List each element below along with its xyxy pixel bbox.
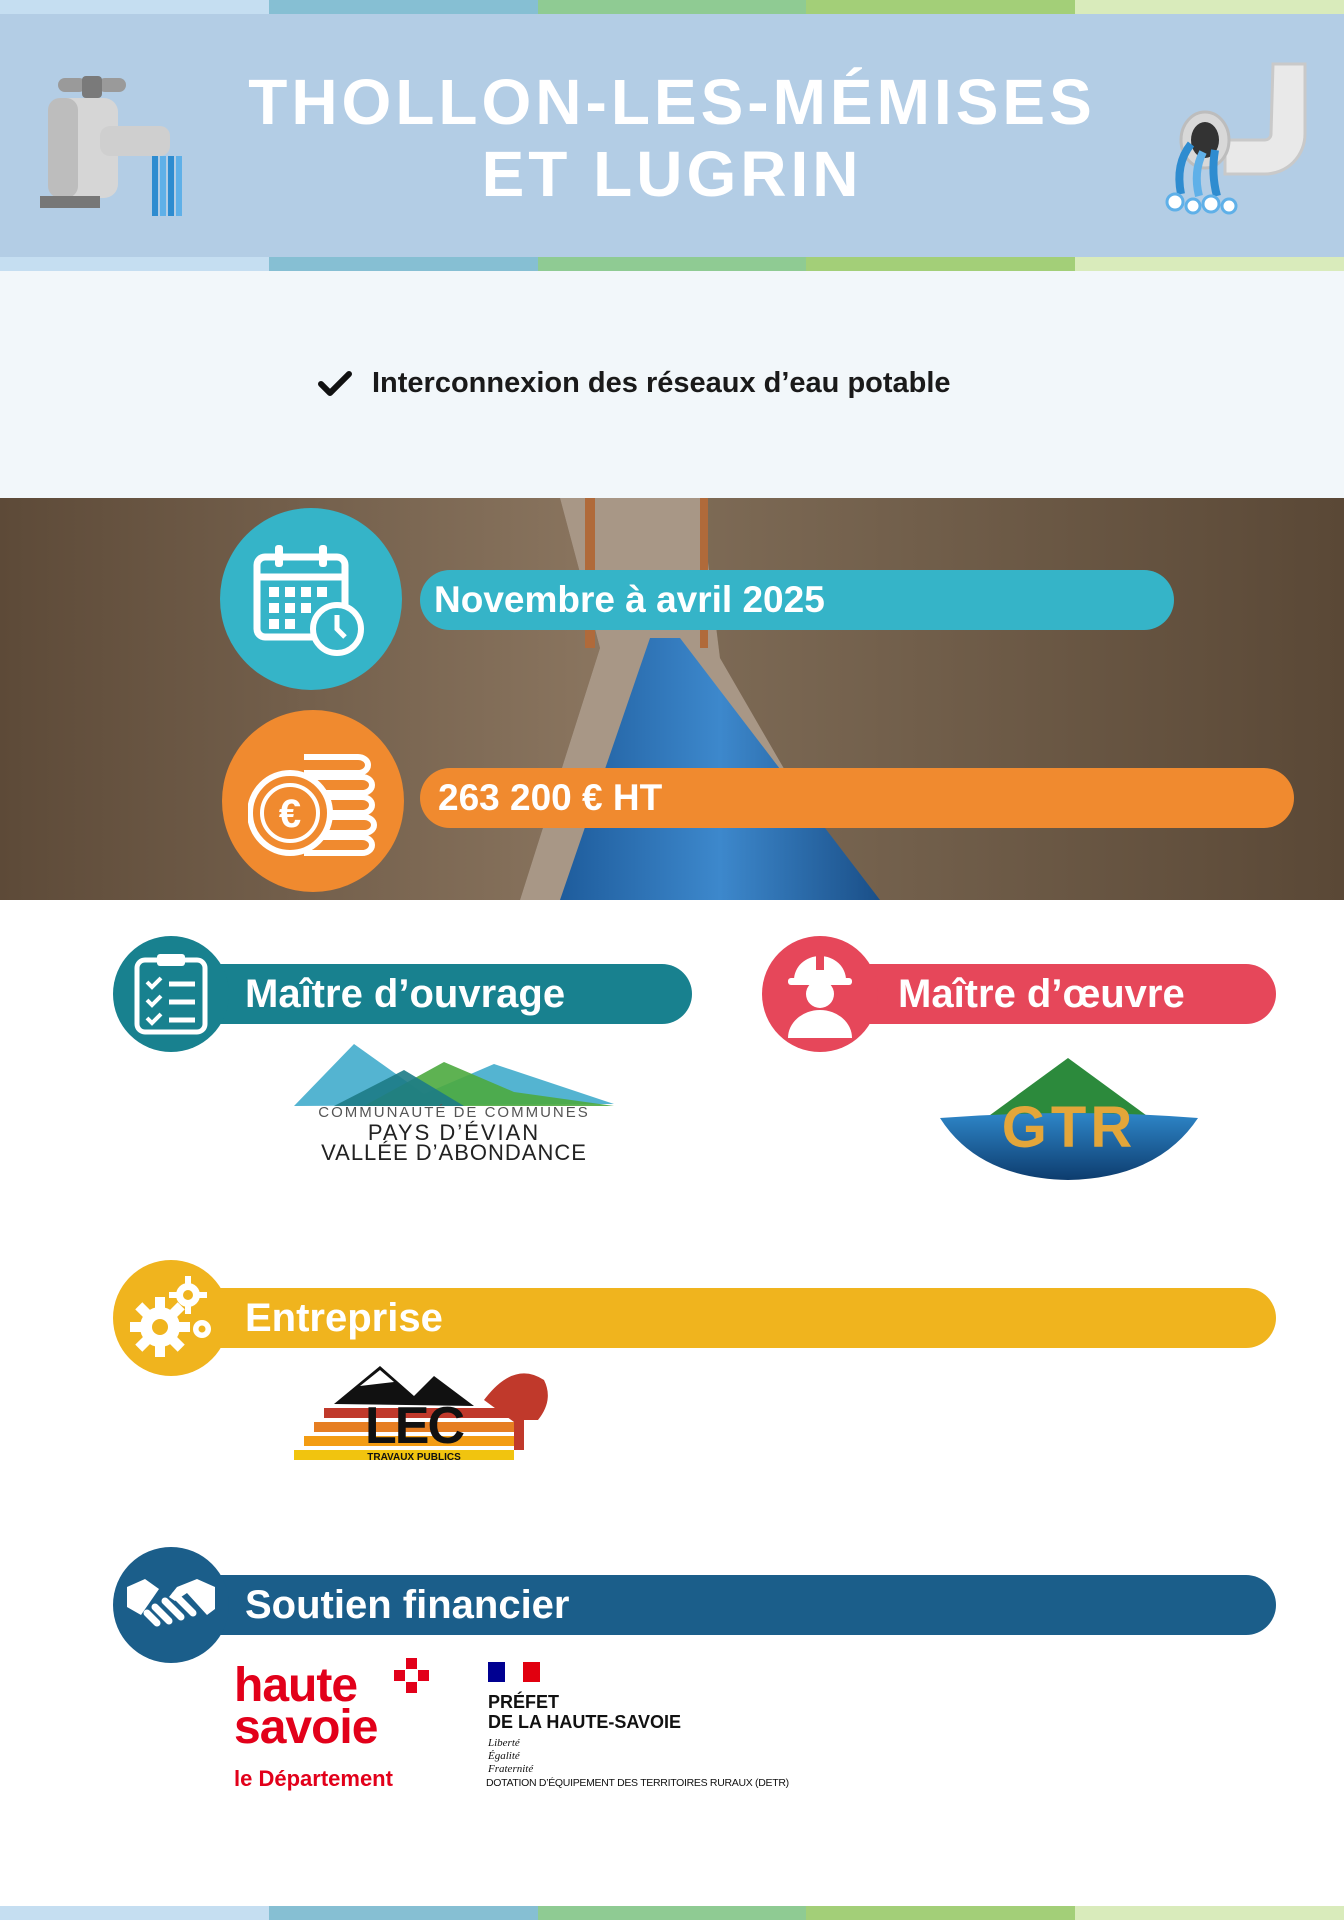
page-title [190,66,1154,210]
company-bar [160,1288,1276,1348]
hs-line1: haute [234,1659,358,1712]
calendar-clock-icon [251,539,371,659]
cost-circle [222,710,404,892]
savoie-cross-icon [394,1658,430,1694]
ccpeva-line2: PAYS D’ÉVIAN [367,1120,541,1145]
contractor-bar [818,964,1276,1024]
hs-line2: savoie [234,1701,378,1754]
construction-worker-icon [780,950,860,1038]
header-bottom-stripe [0,257,1344,271]
company-label: Entreprise [245,1295,443,1340]
pipe-water-icon [1155,60,1315,220]
faucet-icon [40,62,190,222]
motto-fraternite: Fraternité [488,1763,534,1775]
lec-logo [294,1360,556,1466]
ccpeva-line1: COMMUNAUTÉ DE COMMUNES [318,1104,590,1121]
prefet-line1: PRÉFET [488,1692,560,1712]
bottom-color-stripe [0,1906,1344,1920]
gtr-logo [940,1058,1198,1180]
svg-text:€: € [278,792,302,836]
top-color-stripe [0,0,1344,14]
page-title-line2: ET LUGRIN [481,138,863,210]
dates-text: Novembre à avril 2025 [434,579,825,620]
funding-circle [113,1547,229,1663]
checklist-icon [133,952,209,1036]
cost-text: 263 200 € HT [438,777,663,818]
checkmark-icon [318,371,352,397]
owner-bar [160,964,692,1024]
page-title-line1: THOLLON-LES-MÉMISES [248,66,1096,138]
page-header [0,14,1344,257]
gears-icon [126,1273,216,1363]
prefet-line2: DE LA HAUTE-SAVOIE [488,1712,682,1732]
intro-band [0,271,1344,498]
lec-text: LEC [365,1397,463,1455]
euro-coins-icon [248,741,378,861]
contractor-circle [762,936,878,1052]
lec-subtext: TRAVAUX PUBLICS [367,1452,461,1463]
funding-bar [160,1575,1276,1635]
handshake-icon [125,1573,217,1637]
cost-pill [420,768,1294,828]
contractor-label: Maître d’œuvre [898,971,1185,1016]
company-circle [113,1260,229,1376]
motto-liberte: Liberté [488,1737,520,1749]
hs-line3: le Département [234,1766,393,1791]
dates-pill [420,570,1174,630]
ccpeva-logo [294,1044,614,1164]
funding-label: Soutien financier [245,1582,570,1627]
ccpeva-line3: VALLÉE D’ABONDANCE [321,1140,587,1165]
trench-photo [0,498,1344,900]
intro-list-item [318,367,951,400]
detr-text: DOTATION D’ÉQUIPEMENT DES TERRITOIRES RURAUX (DETR) [486,1777,789,1789]
trench-pipe-image [0,498,1344,900]
owner-label: Maître d’ouvrage [245,971,566,1016]
owner-circle [113,936,229,1052]
motto-egalite: Égalité [488,1750,520,1762]
prefet-logo [486,1662,826,1792]
marianne-flag-icon [488,1662,540,1682]
gtr-text: GTR [1001,1095,1137,1160]
intro-text: Interconnexion des réseaux d’eau potable [372,367,951,399]
calendar-circle [220,508,402,690]
haute-savoie-logo [234,1658,434,1792]
mountains-logo-graphic [294,1044,614,1106]
